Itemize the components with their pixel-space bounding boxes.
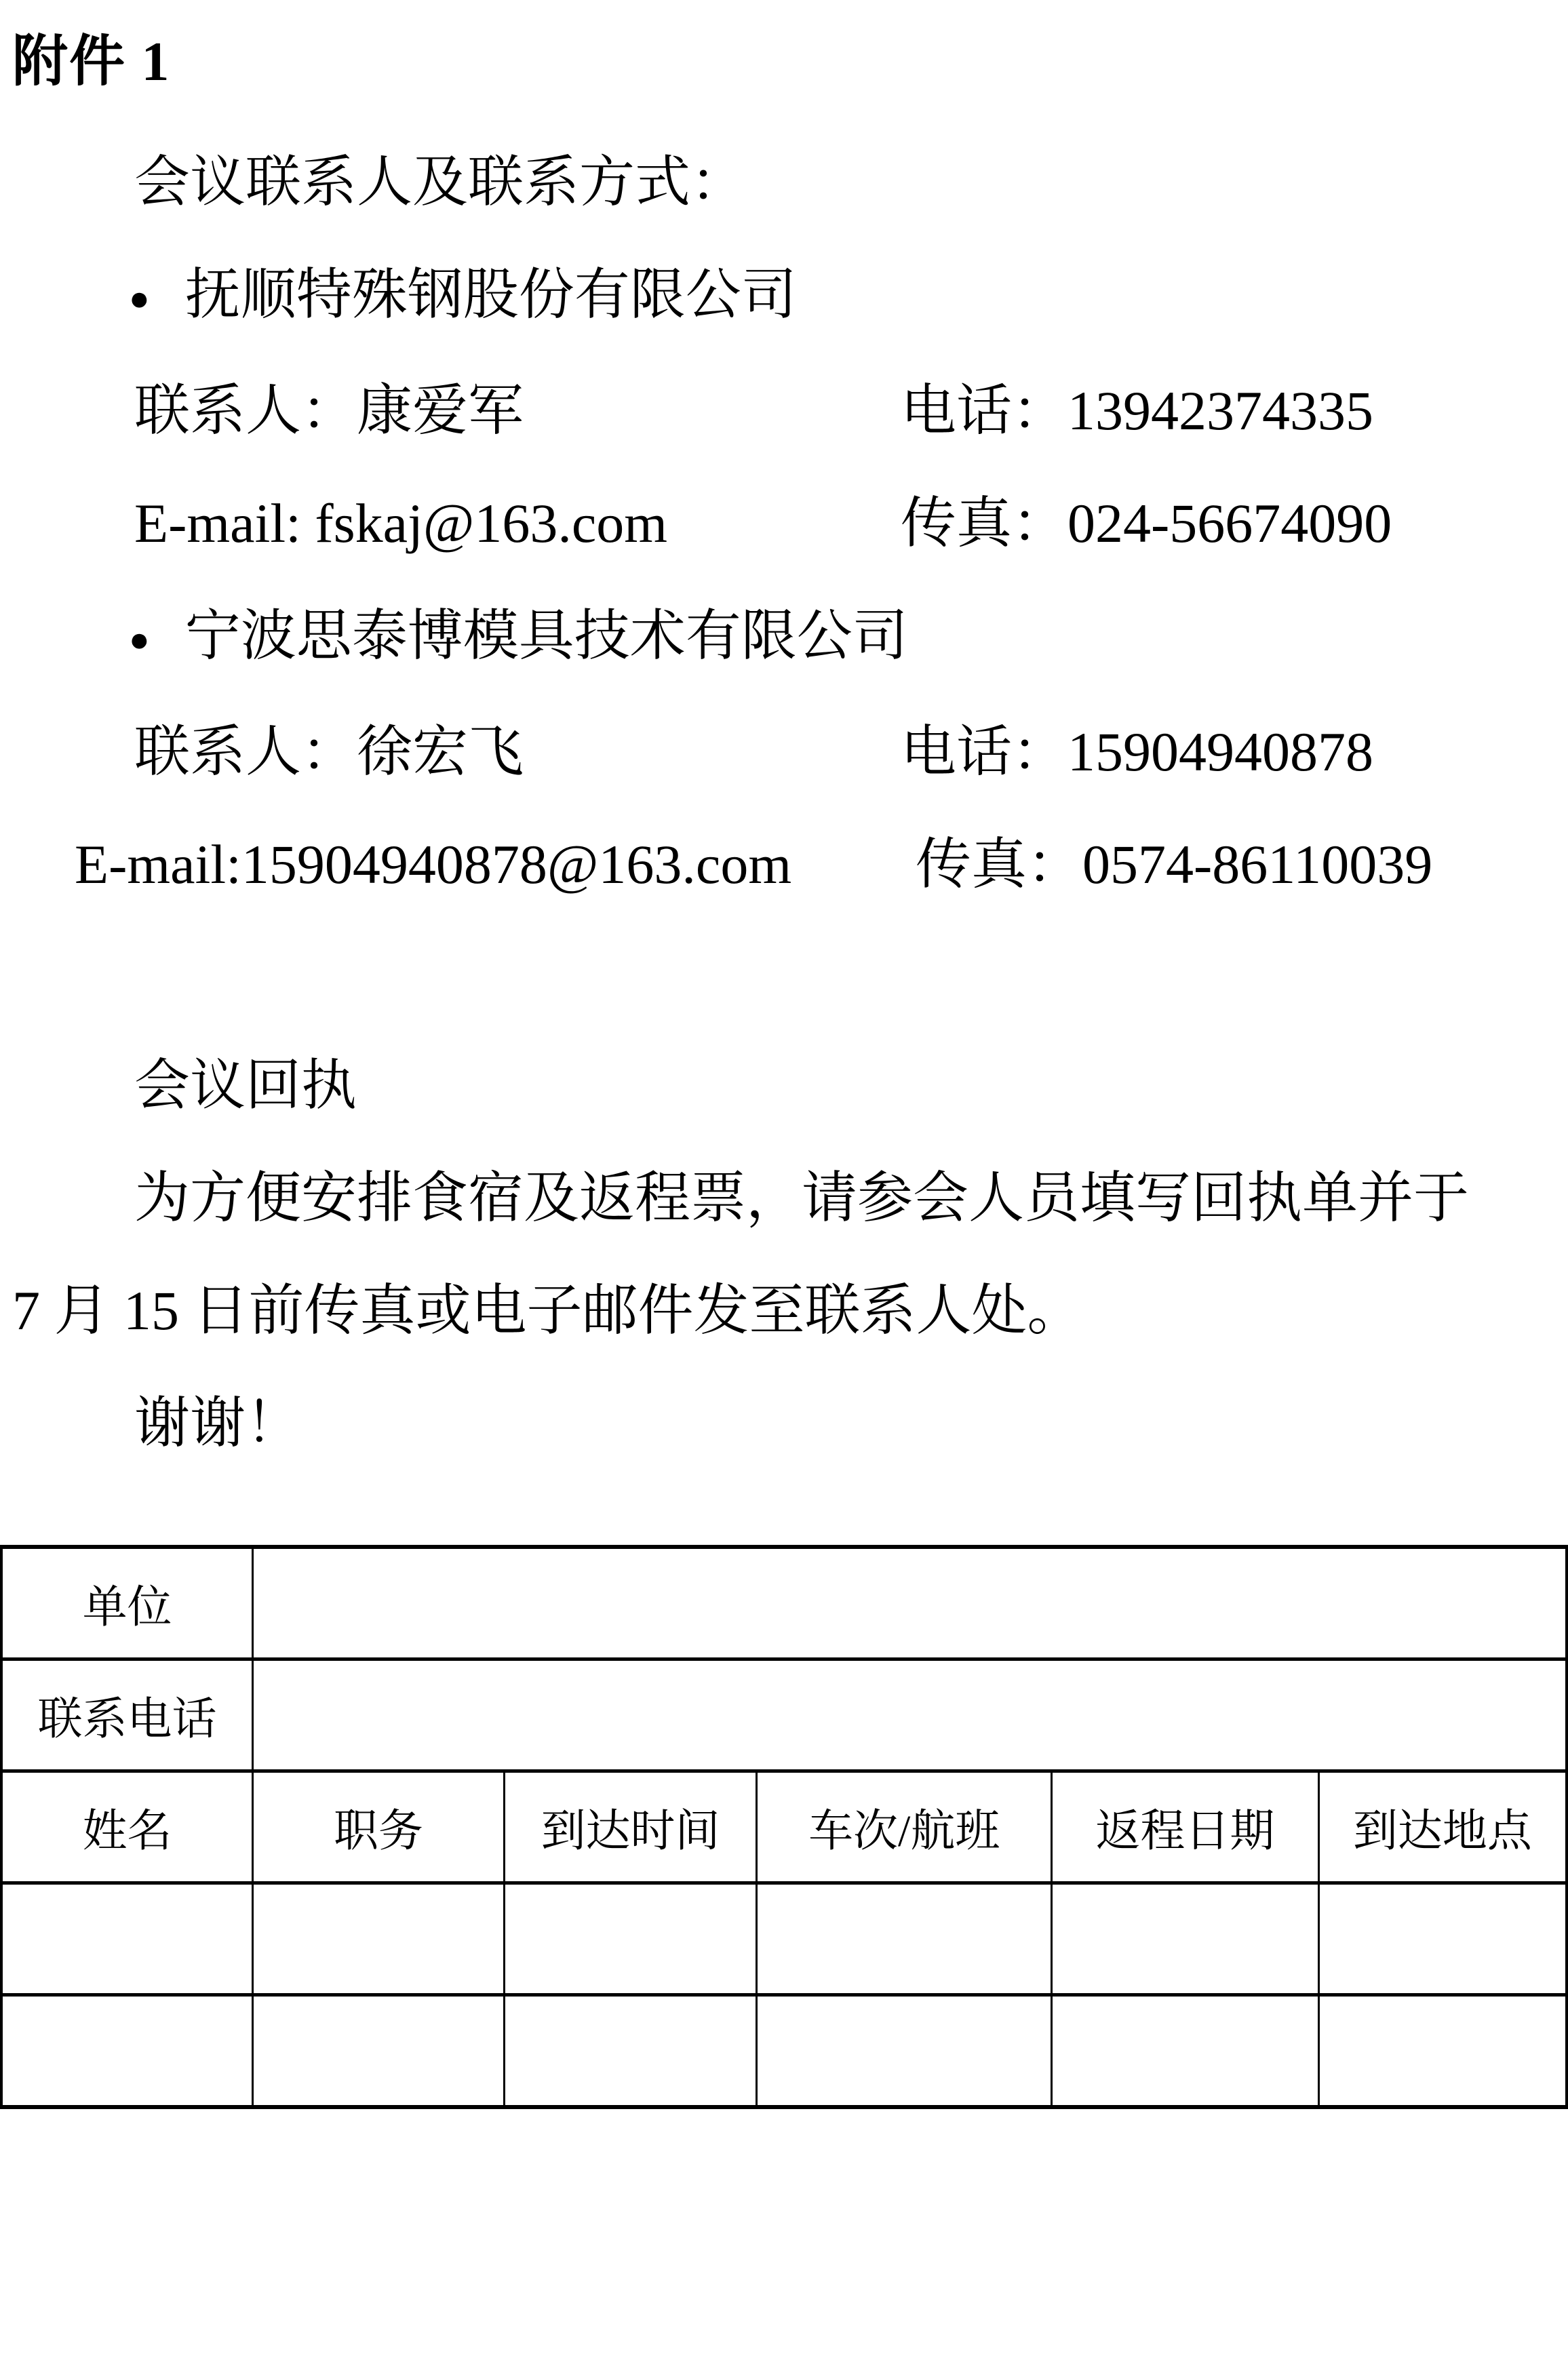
contact-row — [134, 696, 1557, 808]
unit-row — [1, 1547, 1567, 1659]
contact-person: 联系人：徐宏飞 — [134, 720, 524, 783]
company-item — [129, 580, 1557, 696]
contact-phone: 电话：15904940878 — [901, 720, 1374, 783]
contacts-heading: 会议联系人及联系方式： — [134, 151, 747, 213]
header-arrival-time: 到达时间 — [504, 1771, 757, 1883]
header-train-flight: 车次/航班 — [757, 1771, 1052, 1883]
phone-label-cell: 联系电话 — [1, 1659, 253, 1771]
empty-input-cell[interactable] — [757, 1994, 1052, 2107]
empty-input-cell[interactable] — [1, 1883, 253, 1994]
header-name: 姓名 — [1, 1771, 253, 1883]
empty-input-cell[interactable] — [1052, 1994, 1319, 2107]
empty-input-cell[interactable] — [504, 1994, 757, 2107]
bullet-icon: ● — [129, 279, 150, 317]
table-row — [1, 1994, 1567, 2107]
company-name: 宁波思泰博模具技术有限公司 — [184, 604, 908, 667]
empty-input-cell[interactable] — [1, 1994, 253, 2107]
table-row — [1, 1883, 1567, 1994]
bullet-icon: ● — [129, 620, 150, 658]
table-header-row — [1, 1771, 1567, 1883]
unit-label-cell: 单位 — [1, 1547, 253, 1659]
reply-heading: 会议回执 — [134, 1054, 357, 1116]
unit-input-cell[interactable] — [253, 1547, 1567, 1659]
contact-email: E-mail:15904940878@163.com — [75, 833, 792, 895]
empty-input-cell[interactable] — [1318, 1994, 1567, 2107]
attachment-title: 附件 1 — [12, 31, 171, 92]
header-return-date: 返程日期 — [1052, 1771, 1319, 1883]
contact-fax: 传真：0574-86110039 — [916, 833, 1433, 895]
reply-form-table — [0, 1545, 1568, 2109]
contact-person: 联系人：康爱军 — [134, 379, 524, 441]
phone-input-cell[interactable] — [253, 1659, 1567, 1771]
phone-row — [1, 1659, 1567, 1771]
email-row — [134, 467, 1557, 580]
contact-email: E-mail: fskaj@163.com — [134, 492, 668, 554]
contact-fax: 传真：024-56674090 — [901, 492, 1392, 554]
thanks-line: 谢谢！ — [134, 1392, 302, 1454]
contact-phone: 电话：13942374335 — [901, 379, 1374, 441]
empty-input-cell[interactable] — [504, 1883, 757, 1994]
empty-input-cell[interactable] — [757, 1883, 1052, 1994]
header-position: 职务 — [253, 1771, 505, 1883]
email-row — [75, 808, 1557, 921]
empty-input-cell[interactable] — [1052, 1883, 1319, 1994]
empty-input-cell[interactable] — [253, 1883, 505, 1994]
contact-row — [134, 355, 1557, 467]
empty-input-cell[interactable] — [1318, 1883, 1567, 1994]
reply-paragraph-line2: 7 月 15 日前传真或电子邮件发至联系人处。 — [12, 1279, 1083, 1341]
empty-input-cell[interactable] — [253, 1994, 505, 2107]
reply-paragraph-line1: 为方便安排食宿及返程票，请参会人员填写回执单并于 — [134, 1166, 1470, 1229]
company-name: 抚顺特殊钢股份有限公司 — [184, 264, 797, 326]
header-arrival-place: 到达地点 — [1318, 1771, 1567, 1883]
company-item — [129, 239, 1557, 355]
